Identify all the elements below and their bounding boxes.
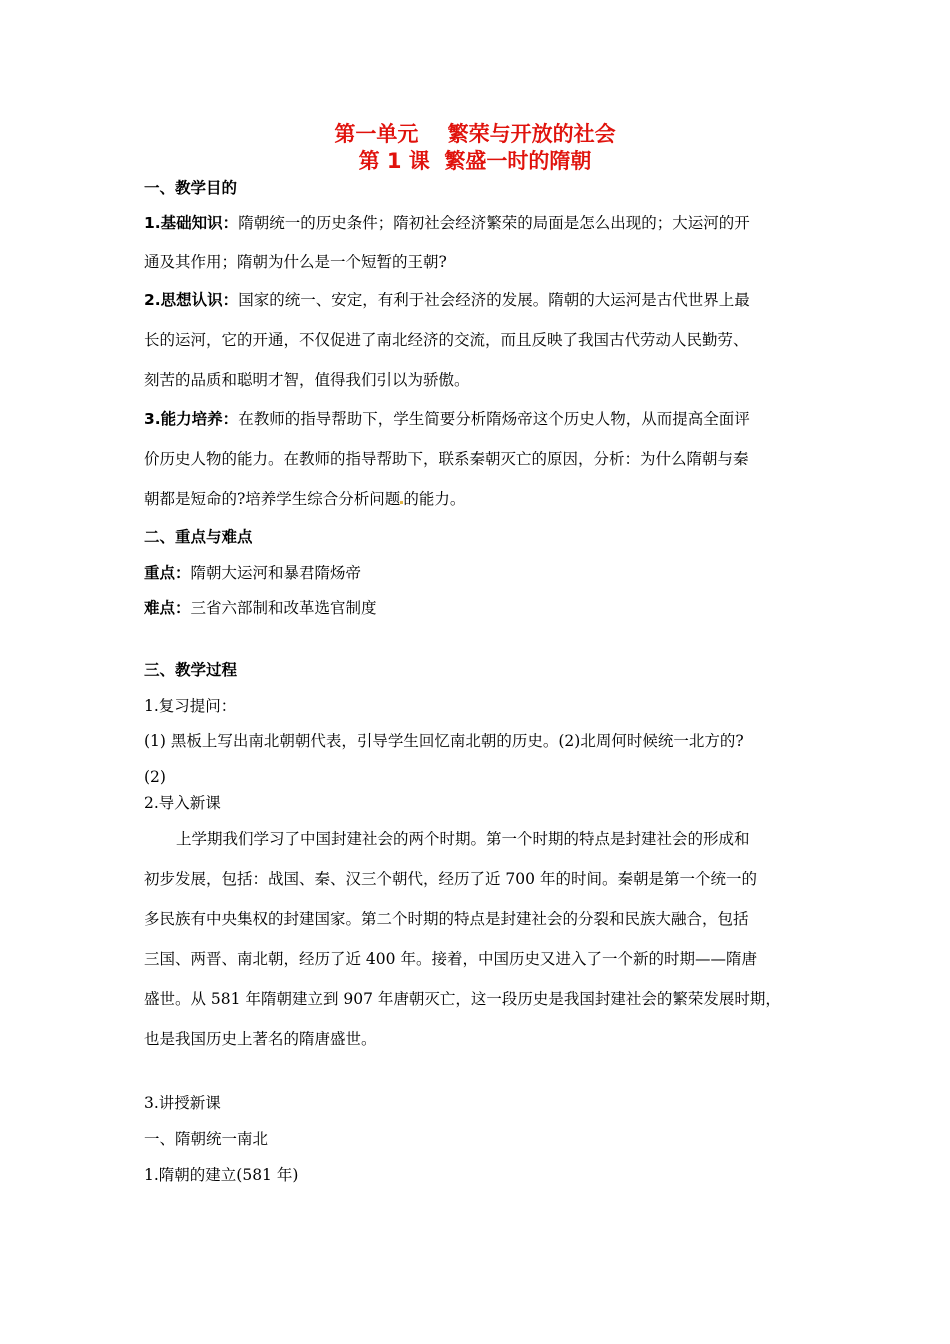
intro-heading: 2.导入新课 <box>144 794 221 812</box>
intro-paragraph-line-5: 盛世。从 581 年隋朝建立到 907 年唐朝灭亡，这一段历史是我国封建社会的繁荣发展时期， <box>144 990 781 1008</box>
ability-text-3a: 朝都是短命的?培养学生综合分析问题 <box>144 490 401 508</box>
difficulty-line <box>144 598 824 618</box>
ability-text-3b: 的能力。 <box>403 490 466 508</box>
key-point-line <box>144 563 824 583</box>
difficulty-text: 三省六部制和改革选官制度 <box>190 599 377 617</box>
difficulty-label: 难点： <box>144 599 191 617</box>
ability-text-1: 在教师的指导帮助下，学生简要分析隋炀帝这个历史人物，从而提高全面评 <box>238 410 750 428</box>
thought-line-2: 长的运河，它的开通，不仅促进了南北经济的交流，而且反映了我国古代劳动人民勤劳、 <box>144 331 749 349</box>
review-line-1: (1) 黑板上写出南北朝朝代表，引导学生回忆南北朝的历史。(2)北周何时候统一北方的? <box>144 732 744 750</box>
intro-paragraph-line-3: 多民族有中央集权的封建国家。第二个时期的特点是封建社会的分裂和民族大融合，包括 <box>144 910 749 928</box>
subsection-item: 1.隋朝的建立(581 年) <box>144 1166 299 1184</box>
key-point-label: 重点： <box>144 564 191 582</box>
knowledge-line-1 <box>144 213 824 233</box>
knowledge-label: 1.基础知识： <box>144 214 239 232</box>
ability-line-3 <box>144 489 824 509</box>
intro-paragraph-line-6: 也是我国历史上著名的隋唐盛世。 <box>144 1030 377 1048</box>
key-point-text: 隋朝大运河和暴君隋炀帝 <box>190 564 362 582</box>
knowledge-line-2: 通及其作用；隋朝为什么是一个短暂的王朝? <box>144 253 447 271</box>
section-heading-objectives: 一、教学目的 <box>144 179 238 197</box>
thought-label: 2.思想认识： <box>144 291 239 309</box>
section-heading-keypoints: 二、重点与难点 <box>144 528 253 546</box>
ability-line-2: 价历史人物的能力。在教师的指导帮助下，联系秦朝灭亡的原因，分析：为什么隋朝与秦 <box>144 450 749 468</box>
ability-line-1 <box>144 409 824 429</box>
section-heading-process: 三、教学过程 <box>144 661 238 679</box>
review-heading: 1.复习提问： <box>144 697 237 715</box>
lesson-title: 第 1 课 繁盛一时的隋朝 <box>358 149 592 173</box>
knowledge-text-1: 隋朝统一的历史条件；隋初社会经济繁荣的局面是怎么出现的；大运河的开 <box>238 214 750 232</box>
unit-title: 第一单元 繁荣与开放的社会 <box>334 122 616 146</box>
subsection-heading: 一、隋朝统一南北 <box>144 1130 269 1148</box>
thought-text-1: 国家的统一、安定，有利于社会经济的发展。隋朝的大运河是古代世界上最 <box>238 291 750 309</box>
review-line-2: (2) <box>144 768 166 786</box>
intro-paragraph-line-1: 上学期我们学习了中国封建社会的两个时期。第一个时期的特点是封建社会的形成和 <box>176 830 750 848</box>
thought-line-3: 刻苦的品质和聪明才智，值得我们引以为骄傲。 <box>144 371 470 389</box>
ability-label: 3.能力培养： <box>144 410 239 428</box>
teach-heading: 3.讲授新课 <box>144 1094 221 1112</box>
intro-paragraph-line-2: 初步发展，包括：战国、秦、汉三个朝代，经历了近 700 年的时间。秦朝是第一个统一的 <box>144 870 757 888</box>
intro-paragraph-line-4: 三国、两晋、南北朝，经历了近 400 年。接着，中国历史又进入了一个新的时期——隋唐 <box>144 950 757 968</box>
thought-line-1 <box>144 290 824 310</box>
